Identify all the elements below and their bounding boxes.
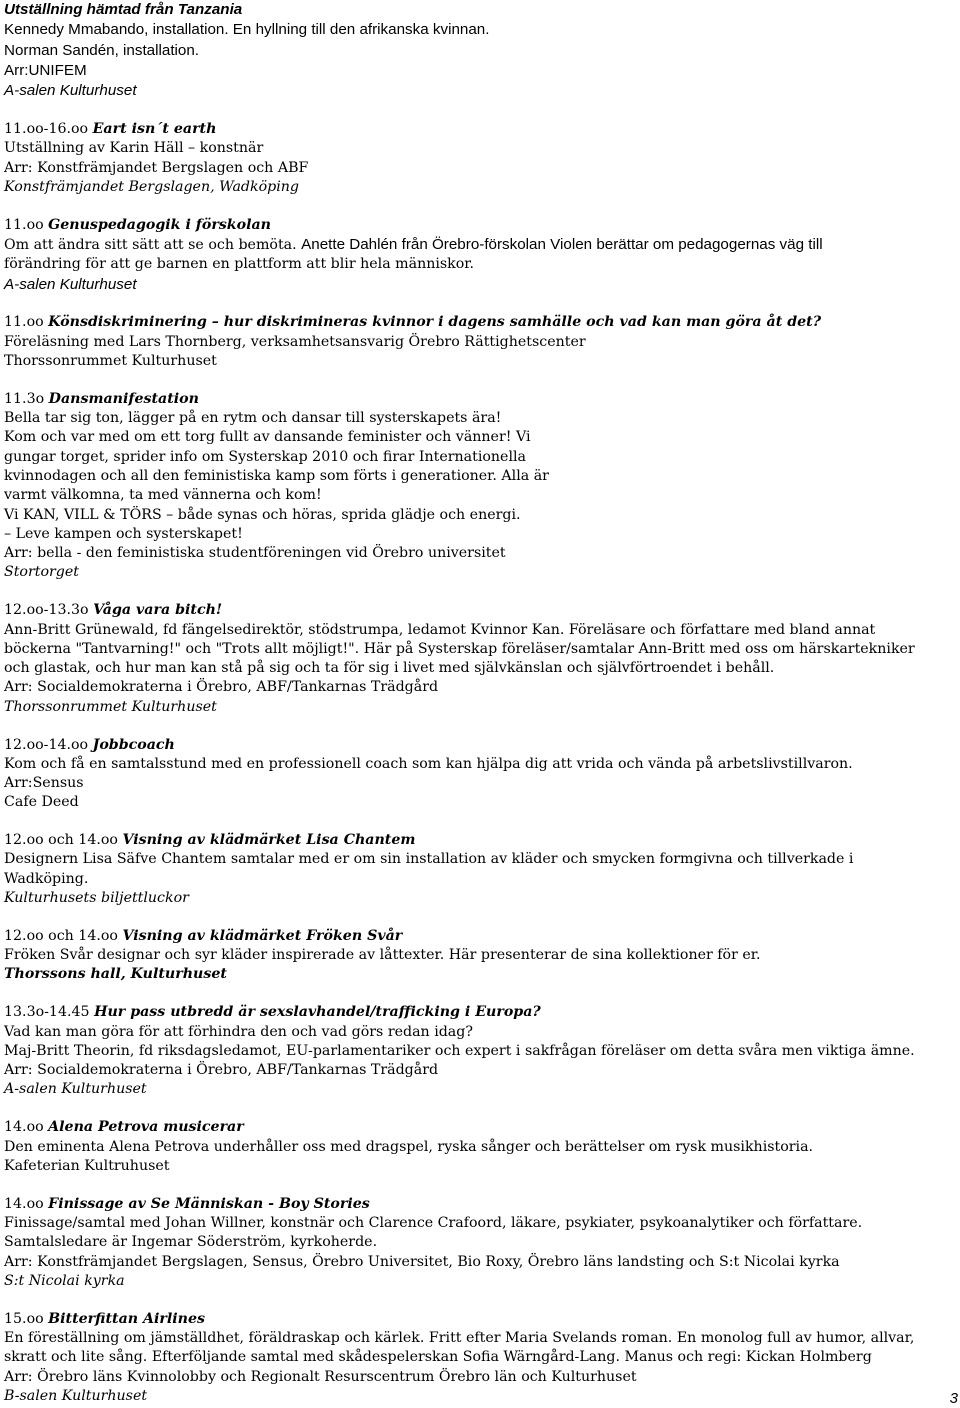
entry-text-line bbox=[4, 946, 954, 965]
text-segment: – Leve kampen och systerskapet! bbox=[4, 525, 243, 542]
text-segment: Arr: Konstfrämjandet Bergslagen och ABF bbox=[4, 159, 309, 176]
text-segment: och glastak, och hur man kan stå på sig och ta för sig i livet med självkänslan och självförtroendet i behåll. bbox=[4, 660, 775, 677]
program-entry bbox=[4, 1195, 954, 1291]
entry-title: Genuspedagogik i förskolan bbox=[48, 216, 271, 233]
entry-text-line bbox=[4, 698, 954, 717]
entry-text-line bbox=[4, 506, 954, 525]
entry-title: Hur pass utbredd är sexslavhandel/trafficking i Europa? bbox=[94, 1004, 541, 1021]
entry-title: Thorssons hall, Kulturhuset bbox=[4, 966, 227, 983]
entry-title: Eart isn´t earth bbox=[92, 120, 217, 137]
text-segment: Thorssonrummet Kulturhuset bbox=[4, 698, 217, 715]
text-segment: Kennedy Mmabando, installation. En hyllning till den afrikanska kvinnan. bbox=[4, 21, 490, 39]
text-segment: Stortorget bbox=[4, 564, 79, 581]
text-segment: skratt och lite sång. Efterföljande samtal med skådespelerskan Sofia Wärngård-Lang. Manus och regi: Kickan Holmberg bbox=[4, 1349, 872, 1366]
entry-text-line bbox=[4, 1368, 954, 1387]
document-page bbox=[4, 0, 954, 1406]
text-segment: kvinnodagen och all den feministiska kamp som förts i generationer. Alla är bbox=[4, 467, 549, 484]
program-entry bbox=[4, 0, 954, 101]
entry-spacer bbox=[4, 813, 954, 832]
entry-heading-line bbox=[4, 0, 954, 20]
entry-text-line bbox=[4, 1329, 954, 1348]
text-segment: Kulturhusets biljettluckor bbox=[4, 890, 189, 907]
text-segment: Föreläsning med Lars Thornberg, verksamhetsansvarig Örebro Rättighetscenter bbox=[4, 333, 586, 350]
entry-spacer bbox=[4, 101, 954, 120]
entry-text-line bbox=[4, 81, 954, 101]
text-segment: Vad kan man göra för att förhindra den och vad görs redan idag? bbox=[4, 1023, 473, 1040]
text-segment: 12.oo och 14.oo bbox=[4, 927, 123, 944]
entry-heading-line bbox=[4, 831, 954, 850]
entry-text-line bbox=[4, 1214, 954, 1233]
program-entry bbox=[4, 831, 954, 908]
text-segment: Om att ändra sitt sätt att se och bemöta. bbox=[4, 236, 302, 253]
text-segment: S:t Nicolai kyrka bbox=[4, 1272, 125, 1289]
entry-text-line bbox=[4, 525, 954, 544]
text-segment: En föreställning om jämställdhet, föräldraskap och kärlek. Fritt efter Maria Svelands roman. En monolog full av humor, allvar, bbox=[4, 1329, 915, 1346]
text-segment: Ann-Britt Grünewald, fd fängelsedirektör, stödstrumpa, ledamot Kvinnor Kan. Föreläsare och författare med bland annat bbox=[4, 621, 876, 638]
entry-text-line bbox=[4, 20, 954, 40]
entry-text-line bbox=[4, 1253, 954, 1272]
entry-heading-line bbox=[4, 1310, 954, 1329]
entry-spacer bbox=[4, 985, 954, 1004]
program-entry bbox=[4, 216, 954, 295]
entry-text-line bbox=[4, 678, 954, 697]
text-segment: 11.3o bbox=[4, 390, 49, 407]
entry-text-line bbox=[4, 1042, 954, 1061]
text-segment: Kom och få en samtalsstund med en professionell coach som kan hjälpa dig att vrida och vända på arbetslivstillvaron. bbox=[4, 755, 853, 772]
entry-text-line bbox=[4, 61, 954, 81]
text-segment: 12.oo-14.oo bbox=[4, 736, 93, 753]
entry-text-line bbox=[4, 563, 954, 582]
entry-text-line bbox=[4, 409, 954, 428]
text-segment: B-salen Kulturhuset bbox=[4, 1387, 148, 1404]
entry-spacer bbox=[4, 583, 954, 602]
text-segment: Thorssonrummet Kulturhuset bbox=[4, 352, 217, 369]
entry-spacer bbox=[4, 717, 954, 736]
text-segment: 13.3o-14.45 bbox=[4, 1004, 95, 1021]
entry-spacer bbox=[4, 1291, 954, 1310]
program-entry bbox=[4, 1310, 954, 1406]
text-segment: böckerna "Tantvarning!" och "Trots allt möjligt!". Här på Systerskap föreläser/samtalar Ann-Britt med oss om härskartekniker bbox=[4, 640, 915, 657]
text-segment: 14.oo bbox=[4, 1195, 49, 1212]
text-segment: Anette Dahlén från Örebro-förskolan Violen berättar om pedagogernas väg till bbox=[301, 235, 823, 253]
entry-text-line bbox=[4, 428, 954, 447]
program-entry bbox=[4, 927, 954, 985]
entry-text-line bbox=[4, 1348, 954, 1367]
text-segment: Arr:UNIFEM bbox=[4, 61, 87, 79]
entry-text-line bbox=[4, 139, 954, 158]
entry-text-line bbox=[4, 1157, 954, 1176]
text-segment: 15.oo bbox=[4, 1310, 49, 1327]
entry-heading-line bbox=[4, 736, 954, 755]
entry-spacer bbox=[4, 1100, 954, 1119]
entry-text-line bbox=[4, 755, 954, 774]
entry-heading-line bbox=[4, 216, 954, 235]
entry-title: Jobbcoach bbox=[92, 736, 175, 753]
entry-text-line bbox=[4, 1272, 954, 1291]
text-segment: Kafeterian Kultruhuset bbox=[4, 1157, 170, 1174]
text-segment: förändring för att ge barnen en plattform att blir hela människor. bbox=[4, 256, 475, 273]
entry-heading-line bbox=[4, 1195, 954, 1214]
text-segment: Kom och var med om ett torg fullt av dansande feminister och vänner! Vi bbox=[4, 429, 531, 446]
entry-text-line bbox=[4, 544, 954, 563]
text-segment: A-salen Kulturhuset bbox=[4, 82, 137, 100]
text-segment: 12.oo och 14.oo bbox=[4, 832, 123, 849]
entry-text-line bbox=[4, 1233, 954, 1252]
text-segment: Den eminenta Alena Petrova underhåller oss med dragspel, ryska sånger och berättelser om rysk musikhistoria. bbox=[4, 1138, 814, 1155]
entry-text-line bbox=[4, 159, 954, 178]
entry-text-line bbox=[4, 870, 954, 889]
entry-text-line bbox=[4, 793, 954, 812]
text-segment: Arr: bella - den feministiska studentföreningen vid Örebro universitet bbox=[4, 545, 506, 562]
entry-text-line bbox=[4, 448, 954, 467]
text-segment: Cafe Deed bbox=[4, 794, 79, 811]
entry-text-line bbox=[4, 275, 954, 295]
text-segment: Vi KAN, VILL & TÖRS – både synas och höras, sprida glädje och energi. bbox=[4, 506, 521, 523]
entry-text-line bbox=[4, 965, 954, 984]
entry-heading-line bbox=[4, 313, 954, 332]
entry-text-line bbox=[4, 1080, 954, 1099]
text-segment: Maj-Britt Theorin, fd riksdagsledamot, EU-parlamentariker och expert i sakfrågan föreläser om detta svåra men viktiga ämne. bbox=[4, 1042, 915, 1059]
entry-text-line bbox=[4, 178, 954, 197]
entry-text-line bbox=[4, 659, 954, 678]
entry-title: Alena Petrova musicerar bbox=[48, 1119, 244, 1136]
entry-spacer bbox=[4, 295, 954, 314]
entry-title: Utställning hämtad från Tanzania bbox=[4, 1, 243, 18]
text-segment: Arr: Örebro läns Kvinnolobby och Regionalt Resurscentrum Örebro län och Kulturhuset bbox=[4, 1368, 637, 1385]
program-entry bbox=[4, 1003, 954, 1099]
text-segment: Konstfrämjandet Bergslagen, Wadköping bbox=[4, 178, 299, 195]
text-segment: Finissage/samtal med Johan Willner, konstnär och Clarence Crafoord, läkare, psykiater, psykoanalytiker och författare. bbox=[4, 1214, 863, 1231]
text-segment: Arr: Socialdemokraterna i Örebro, ABF/Tankarnas Trädgård bbox=[4, 1062, 439, 1079]
text-segment: 12.oo-13.3o bbox=[4, 602, 94, 619]
entry-text-line bbox=[4, 333, 954, 352]
entry-heading-line bbox=[4, 927, 954, 946]
text-segment: 11.oo bbox=[4, 216, 49, 233]
program-entry bbox=[4, 601, 954, 717]
page-number: 3 bbox=[949, 1390, 958, 1407]
entry-title: Visning av klädmärket Fröken Svår bbox=[122, 927, 403, 944]
entry-text-line bbox=[4, 889, 954, 908]
entry-title: Könsdiskriminering – hur diskrimineras kvinnor i dagens samhälle och vad kan man göra åt det? bbox=[48, 314, 822, 331]
entry-title: Bitterfittan Airlines bbox=[48, 1310, 205, 1327]
text-segment: gungar torget, sprider info om Systerskap 2010 och firar Internationella bbox=[4, 448, 526, 465]
text-segment: Bella tar sig ton, lägger på en rytm och dansar till systerskapets ära! bbox=[4, 410, 502, 427]
text-segment: Arr:Sensus bbox=[4, 775, 84, 792]
entry-title: Finissage av Se Människan - Boy Stories bbox=[48, 1195, 370, 1212]
text-segment: Utställning av Karin Häll – konstnär bbox=[4, 140, 264, 157]
text-segment: Norman Sandén, installation. bbox=[4, 41, 200, 59]
entry-spacer bbox=[4, 197, 954, 216]
text-segment: A-salen Kulturhuset bbox=[4, 275, 137, 293]
entry-text-line bbox=[4, 1061, 954, 1080]
entry-text-line bbox=[4, 640, 954, 659]
entry-text-line bbox=[4, 41, 954, 61]
entry-title: Dansmanifestation bbox=[48, 390, 199, 407]
text-segment: Arr: Socialdemokraterna i Örebro, ABF/Tankarnas Trädgård bbox=[4, 679, 439, 696]
entry-text-line bbox=[4, 255, 954, 274]
entry-text-line bbox=[4, 850, 954, 869]
entry-spacer bbox=[4, 1176, 954, 1195]
text-segment: Fröken Svår designar och syr kläder inspirerade av låttexter. Här presenterar de sina kollektioner för er. bbox=[4, 947, 761, 964]
entry-text-line bbox=[4, 352, 954, 371]
entry-text-line bbox=[4, 467, 954, 486]
text-segment: Samtalsledare är Ingemar Söderström, kyrkoherde. bbox=[4, 1234, 378, 1251]
text-segment: Arr: Konstfrämjandet Bergslagen, Sensus, Örebro Universitet, Bio Roxy, Örebro läns landsting och S:t Nicolai kyrka bbox=[4, 1253, 840, 1270]
entry-text-line bbox=[4, 1138, 954, 1157]
text-segment: 11.oo bbox=[4, 314, 49, 331]
text-segment: varmt välkomna, ta med vännerna och kom! bbox=[4, 487, 322, 504]
program-entry bbox=[4, 736, 954, 813]
entry-title: Våga vara bitch! bbox=[93, 602, 223, 619]
text-segment: Wadköping. bbox=[4, 870, 89, 887]
entry-text-line bbox=[4, 1387, 954, 1406]
entry-heading-line bbox=[4, 601, 954, 620]
entry-heading-line bbox=[4, 1003, 954, 1022]
program-entry bbox=[4, 1118, 954, 1176]
entry-heading-line bbox=[4, 1118, 954, 1137]
entry-text-line bbox=[4, 1023, 954, 1042]
text-segment: 14.oo bbox=[4, 1119, 49, 1136]
text-segment: A-salen Kulturhuset bbox=[4, 1081, 147, 1098]
entry-text-line bbox=[4, 621, 954, 640]
entry-heading-line bbox=[4, 390, 954, 409]
entry-heading-line bbox=[4, 120, 954, 139]
text-segment: 11.oo-16.oo bbox=[4, 120, 93, 137]
program-entry bbox=[4, 120, 954, 197]
entry-text-line bbox=[4, 235, 954, 255]
entry-text-line bbox=[4, 486, 954, 505]
program-entry bbox=[4, 313, 954, 371]
program-entry bbox=[4, 390, 954, 583]
entry-spacer bbox=[4, 908, 954, 927]
text-segment: Designern Lisa Säfve Chantem samtalar med er om sin installation av kläder och smycken formgivna och tillverkade i bbox=[4, 851, 854, 868]
entry-spacer bbox=[4, 371, 954, 390]
entry-title: Visning av klädmärket Lisa Chantem bbox=[122, 832, 416, 849]
entry-text-line bbox=[4, 774, 954, 793]
